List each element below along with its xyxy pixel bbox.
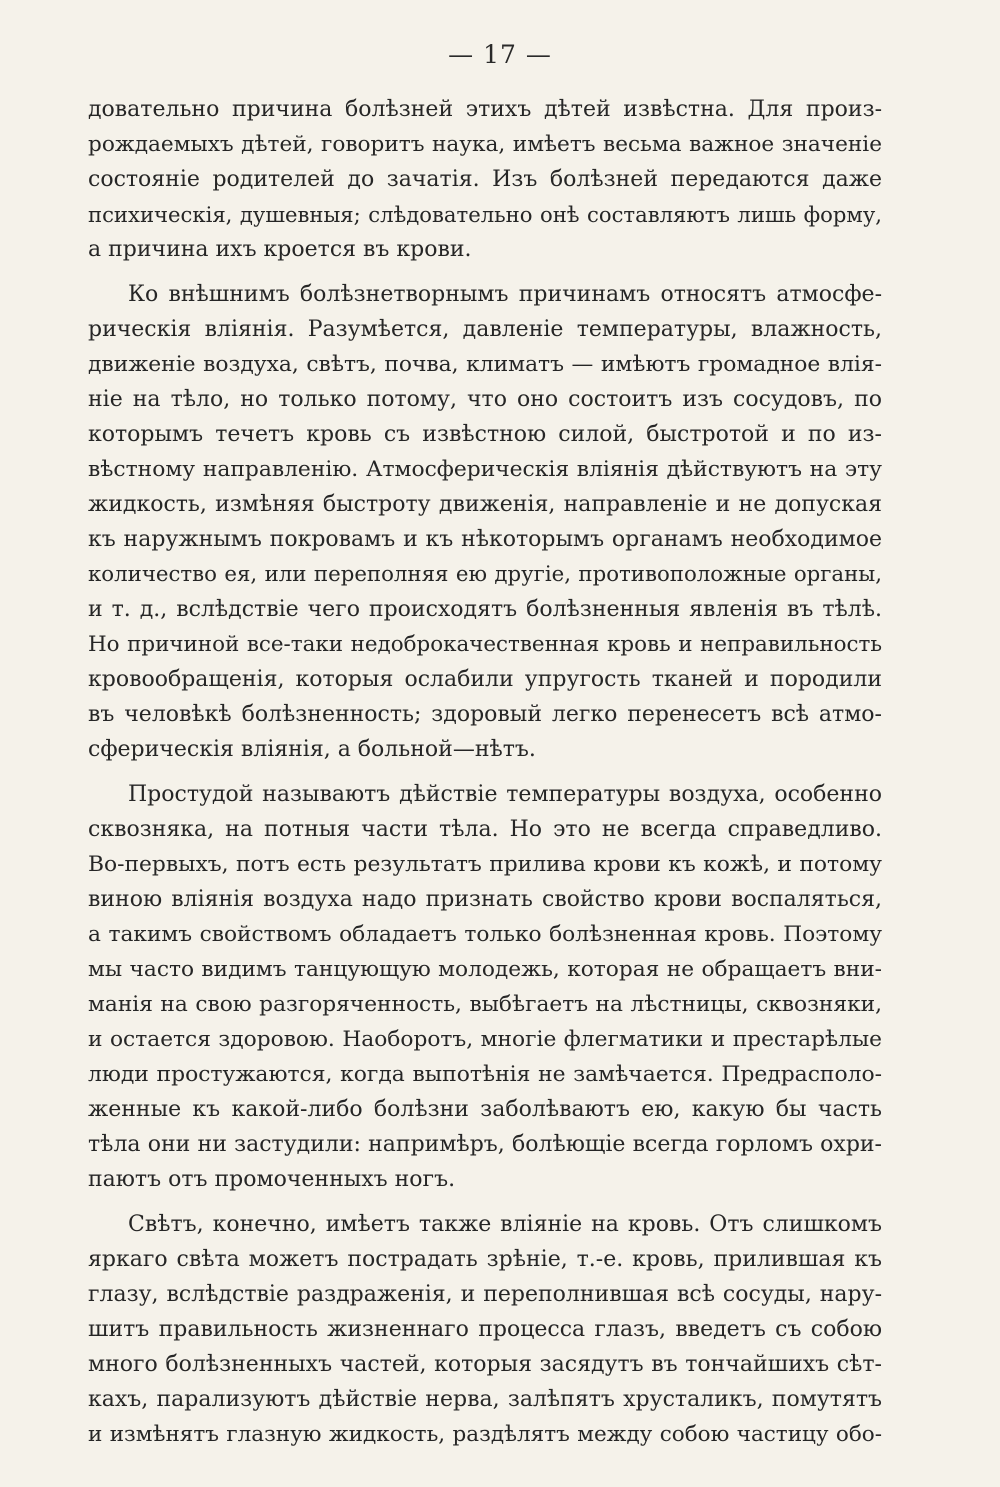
text-line: рическія вліянія. Разумѣется, давленіе температуры, влажность, <box>88 317 882 342</box>
text-line: жидкость, измѣняя быстроту движенія, направленіе и не допуская <box>88 492 882 517</box>
text-line: и остается здоровою. Наоборотъ, многіе флегматики и престарѣлые <box>88 1027 882 1052</box>
text-line: къ наружнымъ покровамъ и къ нѣкоторымъ органамъ необходимое <box>88 527 882 552</box>
text-line: кахъ, парализуютъ дѣйствіе нерва, залѣпятъ хрусталикъ, помутятъ <box>88 1387 882 1412</box>
text-line: шитъ правильность жизненнаго процесса глазъ, введетъ съ собою <box>88 1317 882 1342</box>
text-line: а причина ихъ кроется въ крови. <box>88 237 472 262</box>
page-number: — 17 — <box>448 40 552 69</box>
text-line: ніе на тѣло, но только потому, что оно состоитъ изъ сосудовъ, по <box>88 387 882 412</box>
text-line: и т. д., вслѣдствіе чего происходятъ болѣзненныя явленія въ тѣлѣ. <box>88 597 882 622</box>
text-line: яркаго свѣта можетъ пострадать зрѣніе, т.-е. кровь, прилившая къ <box>88 1247 882 1272</box>
text-line: мы часто видимъ танцующую молодежь, которая не обращаетъ вни- <box>88 957 882 982</box>
text-line: женные къ какой-либо болѣзни заболѣваютъ ею, какую бы часть <box>88 1097 882 1122</box>
text-line: движеніе воздуха, свѣтъ, почва, климатъ — имѣютъ громадное влія- <box>88 352 882 377</box>
text-line: паютъ отъ промоченныхъ ногъ. <box>88 1167 456 1192</box>
paragraph <box>88 92 882 267</box>
text-line: въ человѣкѣ болѣзненность; здоровый легко перенесетъ всѣ атмо- <box>88 702 882 727</box>
text-line: много болѣзненныхъ частей, которыя засядутъ въ тончайшихъ сѣт- <box>88 1352 882 1377</box>
text-line: тѣла они ни застудили: напримѣръ, болѣющіе всегда горломъ охри- <box>88 1132 882 1157</box>
body-text <box>88 92 882 1452</box>
paragraph <box>88 777 882 1197</box>
text-line: кровообращенія, которыя ослабили упругость тканей и породили <box>88 667 882 692</box>
text-line: а такимъ свойствомъ обладаетъ только болѣзненная кровь. Поэтому <box>88 922 882 947</box>
text-line: Но причиной все-таки недоброкачественная кровь и неправильность <box>88 632 882 657</box>
text-line: Свѣтъ, конечно, имѣетъ также вліяніе на кровь. Отъ слишкомъ <box>128 1212 882 1237</box>
text-line: Ко внѣшнимъ болѣзнетворнымъ причинамъ относятъ атмосфе- <box>128 282 882 307</box>
text-line: сферическія вліянія, а больной—нѣтъ. <box>88 737 536 762</box>
text-line: и измѣнятъ глазную жидкость, раздѣлятъ между собою частицу обо- <box>88 1422 882 1447</box>
text-line: глазу, вслѣдствіе раздраженія, и переполнившая всѣ сосуды, нару- <box>88 1282 882 1307</box>
text-line: рождаемыхъ дѣтей, говоритъ наука, имѣетъ весьма важное значеніе <box>88 132 882 157</box>
text-line: состояніе родителей до зачатія. Изъ болѣзней передаются даже <box>88 167 882 192</box>
paragraph <box>88 277 882 767</box>
text-line: психическія, душевныя; слѣдовательно онѣ составляютъ лишь форму, <box>88 202 882 227</box>
text-line: вѣстному направленію. Атмосферическія вліянія дѣйствуютъ на эту <box>88 457 882 482</box>
text-line: Простудой называютъ дѣйствіе температуры воздуха, особенно <box>128 782 882 807</box>
text-line: манія на свою разгоряченность, выбѣгаетъ на лѣстницы, сквозняки, <box>88 992 882 1017</box>
text-line: которымъ течетъ кровь съ извѣстною силой, быстротой и по из- <box>88 422 882 447</box>
text-line: довательно причина болѣзней этихъ дѣтей извѣстна. Для произ- <box>88 97 882 122</box>
text-line: люди простужаются, когда выпотѣнія не замѣчается. Предрасполо- <box>88 1062 882 1087</box>
text-line: сквозняка, на потныя части тѣла. Но это не всегда справедливо. <box>88 817 882 842</box>
text-line: Во-первыхъ, потъ есть результатъ прилива крови къ кожѣ, и потому <box>88 852 882 877</box>
text-line: количество ея, или переполняя ею другіе, противоположные органы, <box>88 562 882 587</box>
text-line: виною вліянія воздуха надо признать свойство крови воспаляться, <box>88 887 882 912</box>
paragraph <box>88 1207 882 1452</box>
